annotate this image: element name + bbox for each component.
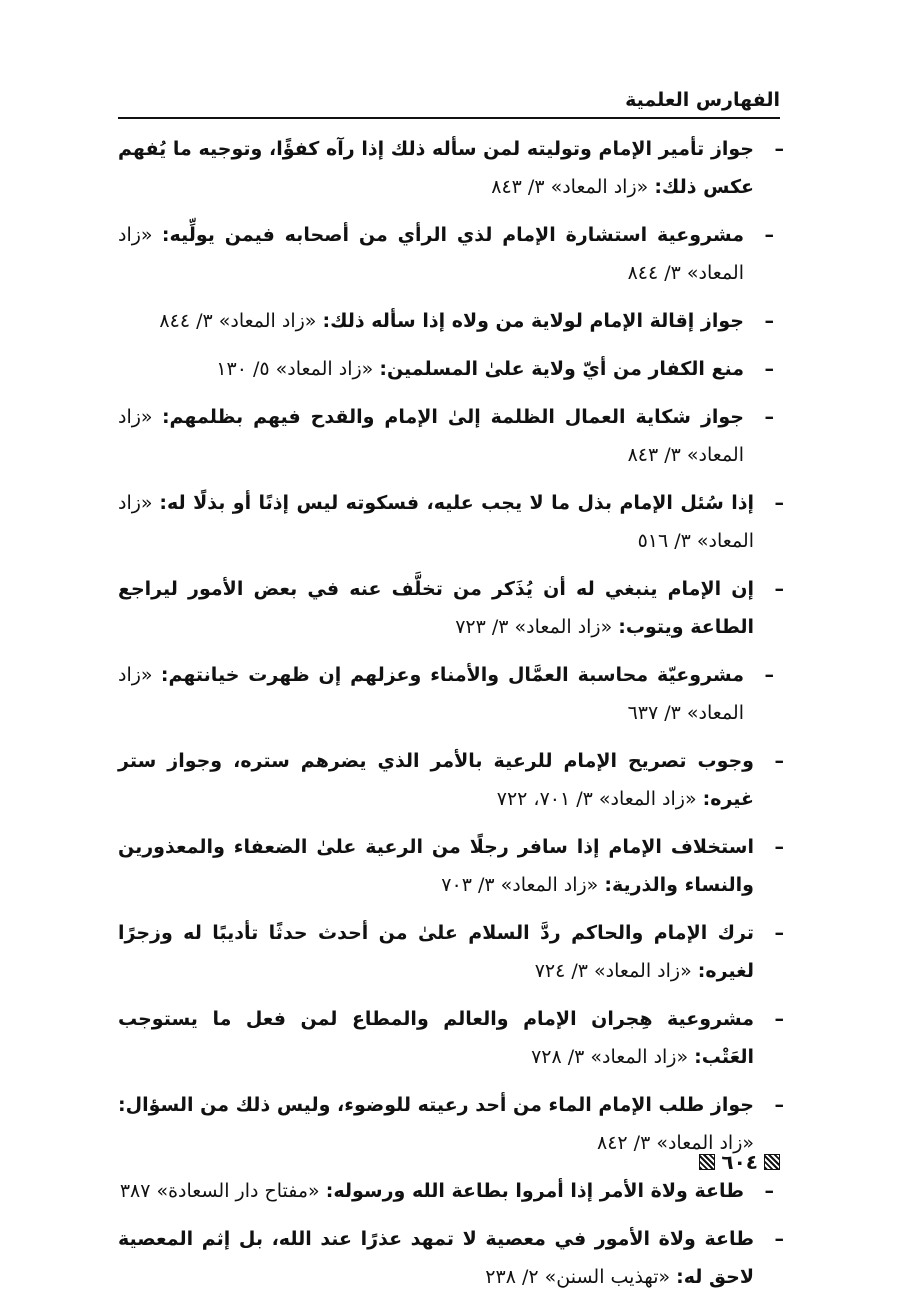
entry-text: جواز شكاية العمال الظلمة إلىٰ الإمام والقدح فيهم بظلمهم: <box>161 406 745 428</box>
entry-reference: «زاد المعاد» ٣/ ٧٢٣ <box>455 616 613 638</box>
index-entry <box>118 1086 784 1162</box>
entry-dash: – <box>764 664 774 686</box>
index-entry <box>118 570 784 646</box>
page-footer <box>699 1150 780 1174</box>
entry-reference: «زاد المعاد» ٣/ ٧٠٣ <box>441 874 599 896</box>
index-entry <box>118 742 784 818</box>
index-entry <box>118 350 784 388</box>
entry-reference: «زاد المعاد» ٣/ ٥١٦ <box>118 492 754 552</box>
entry-dash: – <box>774 836 784 858</box>
entry-dash: – <box>774 492 784 514</box>
entry-reference: «تهذيب السنن» ٢/ ٢٣٨ <box>485 1266 671 1288</box>
entry-text: منع الكفار من أيّ ولاية علىٰ المسلمين: <box>379 358 744 380</box>
entry-text: مشروعية هِجران الإمام والعالم والمطاع لمن فعل ما يستوجب العَتْب: <box>118 1008 754 1068</box>
entry-text: جواز إقالة الإمام لولاية من ولاه إذا سأله ذلك: <box>322 310 744 332</box>
index-entry <box>118 1220 784 1296</box>
entry-dash: – <box>774 578 784 600</box>
entry-dash: – <box>764 224 774 246</box>
index-entry <box>118 1172 784 1210</box>
index-entry <box>118 828 784 904</box>
entry-reference: «زاد المعاد» ٥/ ١٣٠ <box>216 358 374 380</box>
index-entry <box>118 216 784 292</box>
entry-text: ترك الإمام والحاكم ردَّ السلام علىٰ من أحدث حدثًا تأديبًا له وزجرًا لغيره: <box>118 922 754 982</box>
index-entry <box>118 484 784 560</box>
entry-dash: – <box>764 406 774 428</box>
entry-text: إذا سُئل الإمام بذل ما لا يجب عليه، فسكوته ليس إذنًا أو بذلًا له: <box>159 492 754 514</box>
running-header: الفهارس العلمية <box>625 89 780 111</box>
entry-text: مشروعية استشارة الإمام لذي الرأي من أصحابه فيمن يولِّيه: <box>161 224 745 246</box>
entry-text: إن الإمام ينبغي له أن يُذَكر من تخلَّف عنه في بعض الأمور ليراجع الطاعة ويتوب: <box>118 578 754 638</box>
entry-text: وجوب تصريح الإمام للرعية بالأمر الذي يضرهم ستره، وجواز ستر غيره: <box>118 750 754 810</box>
entry-text: طاعة ولاة الأمور في معصية لا تمهد عذرًا عند الله، بل إثم المعصية لاحق له: <box>118 1228 754 1288</box>
entry-dash: – <box>774 750 784 772</box>
index-entry <box>118 656 784 732</box>
index-entry <box>118 302 784 340</box>
entry-reference: «زاد المعاد» ٣/ ٧٢٤ <box>534 960 692 982</box>
page-number: ٦٠٤ <box>721 1150 758 1174</box>
ornament-icon <box>764 1154 780 1170</box>
entry-text: طاعة ولاة الأمر إذا أمروا بطاعة الله ورسوله: <box>325 1180 744 1202</box>
entry-dash: – <box>764 358 774 380</box>
entry-reference: «زاد المعاد» ٣/ ٧٠١، ٧٢٢ <box>496 788 697 810</box>
entry-dash: – <box>774 1008 784 1030</box>
entry-dash: – <box>764 310 774 332</box>
entry-reference: «زاد المعاد» ٣/ ٨٤٢ <box>596 1132 754 1154</box>
index-entry <box>118 130 784 206</box>
entry-reference: «زاد المعاد» ٣/ ٧٢٨ <box>531 1046 689 1068</box>
ornament-icon <box>699 1154 715 1170</box>
entry-reference: «زاد المعاد» ٣/ ٦٣٧ <box>118 664 744 724</box>
entry-text: مشروعيّة محاسبة العمَّال والأمناء وعزلهم إن ظهرت خيانتهم: <box>160 664 744 686</box>
entries-list <box>118 130 784 1296</box>
entry-reference: «زاد المعاد» ٣/ ٨٤٣ <box>491 176 649 198</box>
entry-dash: – <box>774 922 784 944</box>
entry-dash: – <box>774 1094 784 1116</box>
entry-text: جواز تأمير الإمام وتوليته لمن سأله ذلك إذا رآه كفؤًا، وتوجيه ما يُفهم عكس ذلك: <box>118 138 754 198</box>
index-entry <box>118 914 784 990</box>
entry-text: استخلاف الإمام إذا سافر رجلًا من الرعية علىٰ الضعفاء والمعذورين والنساء والذرية: <box>118 836 754 896</box>
entry-reference: «مفتاح دار السعادة» ٣٨٧ <box>119 1180 320 1202</box>
entry-dash: – <box>764 1180 774 1202</box>
entry-reference: «زاد المعاد» ٣/ ٨٤٣ <box>118 406 744 466</box>
header-rule <box>118 117 780 119</box>
index-entry <box>118 1000 784 1076</box>
entry-dash: – <box>774 1228 784 1250</box>
entry-text: جواز طلب الإمام الماء من أحد رعيته للوضوء، وليس ذلك من السؤال: <box>118 1094 754 1116</box>
index-entry <box>118 398 784 474</box>
entry-reference: «زاد المعاد» ٣/ ٨٤٤ <box>118 224 744 284</box>
entry-dash: – <box>774 138 784 160</box>
entry-reference: «زاد المعاد» ٣/ ٨٤٤ <box>159 310 317 332</box>
